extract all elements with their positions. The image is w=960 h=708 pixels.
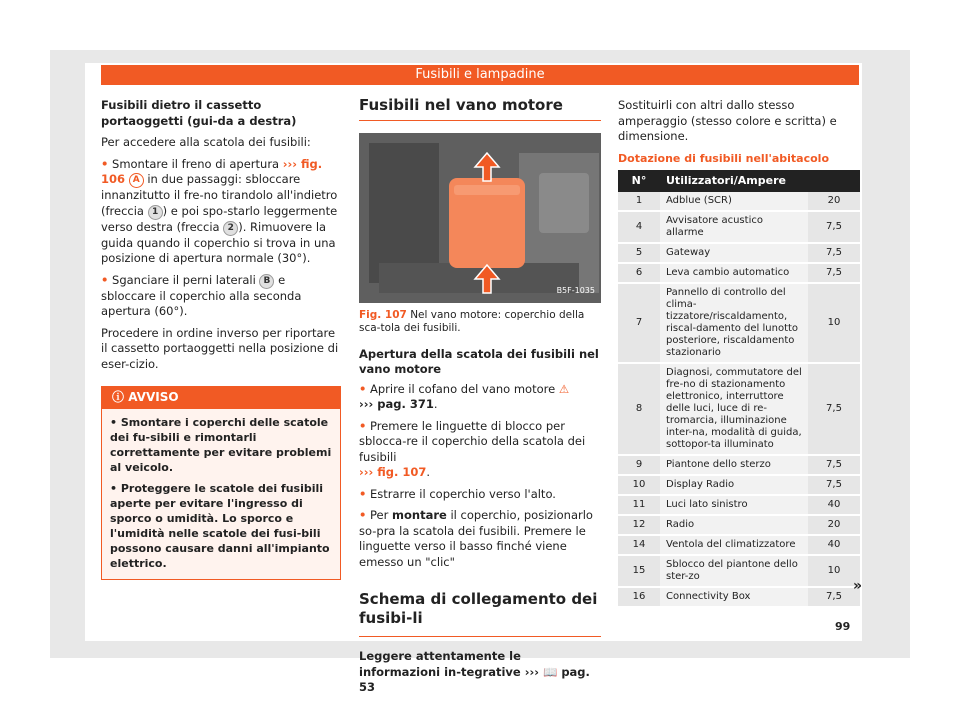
fuse-amperage: 40 bbox=[808, 495, 860, 515]
step-press-tabs: • Premere le linguette di blocco per sblocca-re il coperchio della scatola dei fusibili ››› fig. 107. bbox=[359, 418, 586, 479]
table-row bbox=[618, 515, 860, 535]
header-number: N° bbox=[618, 170, 660, 192]
fuse-number: 6 bbox=[618, 263, 660, 283]
fuse-number: 1 bbox=[618, 192, 660, 211]
page-number: 99 bbox=[835, 620, 851, 633]
fuse-description: Pannello di controllo del clima-tizzatore/riscaldamento, riscal-damento del lunotto posteriore, riscaldamento stazionario bbox=[660, 283, 808, 363]
table-row bbox=[618, 363, 860, 455]
warning-title: AVVISO bbox=[128, 390, 179, 404]
fuse-number: 16 bbox=[618, 587, 660, 607]
warning-item-2: • Proteggere le scatole dei fusibili aperte per evitare l'ingresso di sporco o umidità. Lo sporco e l'umidità nelle scatole dei fusi-bili possono causare danni all'impianto elettrico. bbox=[110, 481, 330, 570]
step-remove-cover: • Estrarre il coperchio verso l'alto. bbox=[359, 486, 556, 501]
fuse-description: Avvisatore acustico allarme bbox=[660, 211, 808, 243]
table-row bbox=[618, 263, 860, 283]
table-header-row bbox=[618, 170, 860, 192]
outro-text: Procedere in ordine inverso per riportare il cassetto portaoggetti nella posizione di eser-cizio. bbox=[101, 325, 339, 371]
photo-code: B5F-1035 bbox=[556, 286, 595, 295]
marker-b: B bbox=[259, 274, 274, 289]
step-open-hood: • Aprire il cofano del vano motore ⚠ ››› pag. 371. bbox=[359, 381, 570, 411]
fuse-number: 9 bbox=[618, 455, 660, 475]
continue-arrow: » bbox=[853, 578, 863, 594]
page-371-link[interactable]: ››› pag. 371 bbox=[359, 397, 434, 411]
marker-2: 2 bbox=[223, 221, 238, 236]
fuse-description: Leva cambio automatico bbox=[660, 263, 808, 283]
section-header: Fusibili e lampadine bbox=[101, 65, 859, 85]
page-53-link[interactable]: pag. 53 bbox=[359, 664, 590, 694]
heading-glovebox-fuses: Fusibili dietro il cassetto portaoggetti (gui-da a destra) bbox=[101, 98, 297, 128]
table-row bbox=[618, 211, 860, 243]
fuse-number: 11 bbox=[618, 495, 660, 515]
fuse-amperage: 10 bbox=[808, 283, 860, 363]
section-title-engine-fuses: Fusibili nel vano motore bbox=[359, 98, 601, 121]
table-row bbox=[618, 587, 860, 607]
fuse-number: 7 bbox=[618, 283, 660, 363]
fuse-amperage: 7,5 bbox=[808, 363, 860, 455]
figure-caption: Fig. 107 Nel vano motore: coperchio della sca-tola dei fusibili. bbox=[359, 308, 585, 334]
fuse-number: 10 bbox=[618, 475, 660, 495]
table-row bbox=[618, 455, 860, 475]
step-mount-cover: • Per montare il coperchio, posizionarlo so-pra la scatola dei fusibili. Premere le linguette verso il basso finché viene emesso un "clic" bbox=[359, 508, 593, 569]
engine-bay-photo bbox=[359, 133, 601, 303]
fuse-number: 4 bbox=[618, 211, 660, 243]
fuse-number: 12 bbox=[618, 515, 660, 535]
fuse-number: 8 bbox=[618, 363, 660, 455]
fig-106-link[interactable]: ››› fig. 106 bbox=[101, 156, 323, 186]
fuse-amperage: 7,5 bbox=[808, 587, 860, 607]
marker-a: A bbox=[129, 173, 144, 188]
table-row bbox=[618, 475, 860, 495]
fuse-description: Adblue (SCR) bbox=[660, 192, 808, 211]
warning-item-1: • Smontare i coperchi delle scatole dei fu-sibili e rimontarli correttamente per evitare problemi al veicolo. bbox=[110, 415, 332, 474]
warning-body bbox=[102, 409, 340, 579]
fuse-description: Gateway bbox=[660, 243, 808, 263]
step-2: • Sganciare il perni laterali B e sbloccare il coperchio alla seconda apertura (60°). bbox=[101, 272, 302, 318]
header-description: Utilizzatori/Ampere bbox=[660, 170, 860, 192]
subheading-open-fusebox: Apertura della scatola dei fusibili nel vano motore bbox=[359, 346, 599, 376]
fig-107-link[interactable]: ››› fig. 107 bbox=[359, 465, 427, 479]
fuse-table bbox=[618, 170, 863, 608]
column-right bbox=[618, 98, 863, 608]
fuse-number: 5 bbox=[618, 243, 660, 263]
fuse-description: Luci lato sinistro bbox=[660, 495, 808, 515]
fuse-description: Ventola del climatizzatore bbox=[660, 535, 808, 555]
column-middle bbox=[359, 98, 601, 702]
fuse-number: 14 bbox=[618, 535, 660, 555]
info-note: Leggere attentamente le informazioni in-tegrative ››› 📖 pag. 53 bbox=[359, 649, 590, 694]
bullet: • bbox=[101, 156, 109, 171]
table-row bbox=[618, 243, 860, 263]
warning-box bbox=[101, 386, 341, 580]
warning-header bbox=[102, 387, 340, 409]
fuse-description: Connectivity Box bbox=[660, 587, 808, 607]
warning-triangle-icon: ⚠ bbox=[558, 381, 570, 396]
fuse-amperage: 40 bbox=[808, 535, 860, 555]
intro-text: Per accedere alla scatola dei fusibili: bbox=[101, 135, 311, 149]
fuse-description: Piantone dello sterzo bbox=[660, 455, 808, 475]
figure-label: Fig. 107 bbox=[359, 308, 407, 321]
section-title-schema: Schema di collegamento dei fusibi-li bbox=[359, 590, 601, 637]
info-icon: ⓘ bbox=[112, 390, 125, 404]
marker-1: 1 bbox=[148, 205, 163, 220]
fuse-amperage: 7,5 bbox=[808, 243, 860, 263]
table-row bbox=[618, 555, 860, 587]
step-1: • Smontare il freno di apertura ››› fig. 106 A in due passaggi: sbloccare innanzitutto il fre-no tirandolo all'indietro (freccia 1 ) e poi spo-starlo leggermente verso destra (freccia 2 ). Rimuovere la guida quando il coperchio si trova in una posizione di apertura normale (30°). bbox=[101, 156, 338, 265]
bullet: • bbox=[101, 272, 109, 287]
fuse-amperage: 7,5 bbox=[808, 263, 860, 283]
table-row bbox=[618, 192, 860, 211]
table-row bbox=[618, 535, 860, 555]
fuse-amperage: 10 bbox=[808, 555, 860, 587]
fuse-amperage: 7,5 bbox=[808, 455, 860, 475]
fuse-number: 15 bbox=[618, 555, 660, 587]
book-icon: 📖 bbox=[542, 664, 558, 679]
fuse-amperage: 20 bbox=[808, 515, 860, 535]
fuse-description: Diagnosi, commutatore del fre-no di stazionamento elettronico, interruttore delle luci, luce di re-tromarcia, illuminazione inter-na, modalità di guida, sottopor-ta illuminato bbox=[660, 363, 808, 455]
fuse-amperage: 7,5 bbox=[808, 475, 860, 495]
table-title: Dotazione di fusibili nell'abitacolo bbox=[618, 151, 829, 165]
table-row bbox=[618, 495, 860, 515]
fuse-description: Sblocco del piantone dello ster-zo bbox=[660, 555, 808, 587]
fuse-amperage: 20 bbox=[808, 192, 860, 211]
fuse-description: Display Radio bbox=[660, 475, 808, 495]
fuse-description: Radio bbox=[660, 515, 808, 535]
table-row bbox=[618, 283, 860, 363]
engine-bay-illustration bbox=[359, 133, 601, 303]
fuse-amperage: 7,5 bbox=[808, 211, 860, 243]
intro-replace: Sostituirli con altri dallo stesso amperaggio (stesso colore e scritta) e dimensione. bbox=[618, 98, 837, 143]
column-left bbox=[101, 98, 341, 580]
